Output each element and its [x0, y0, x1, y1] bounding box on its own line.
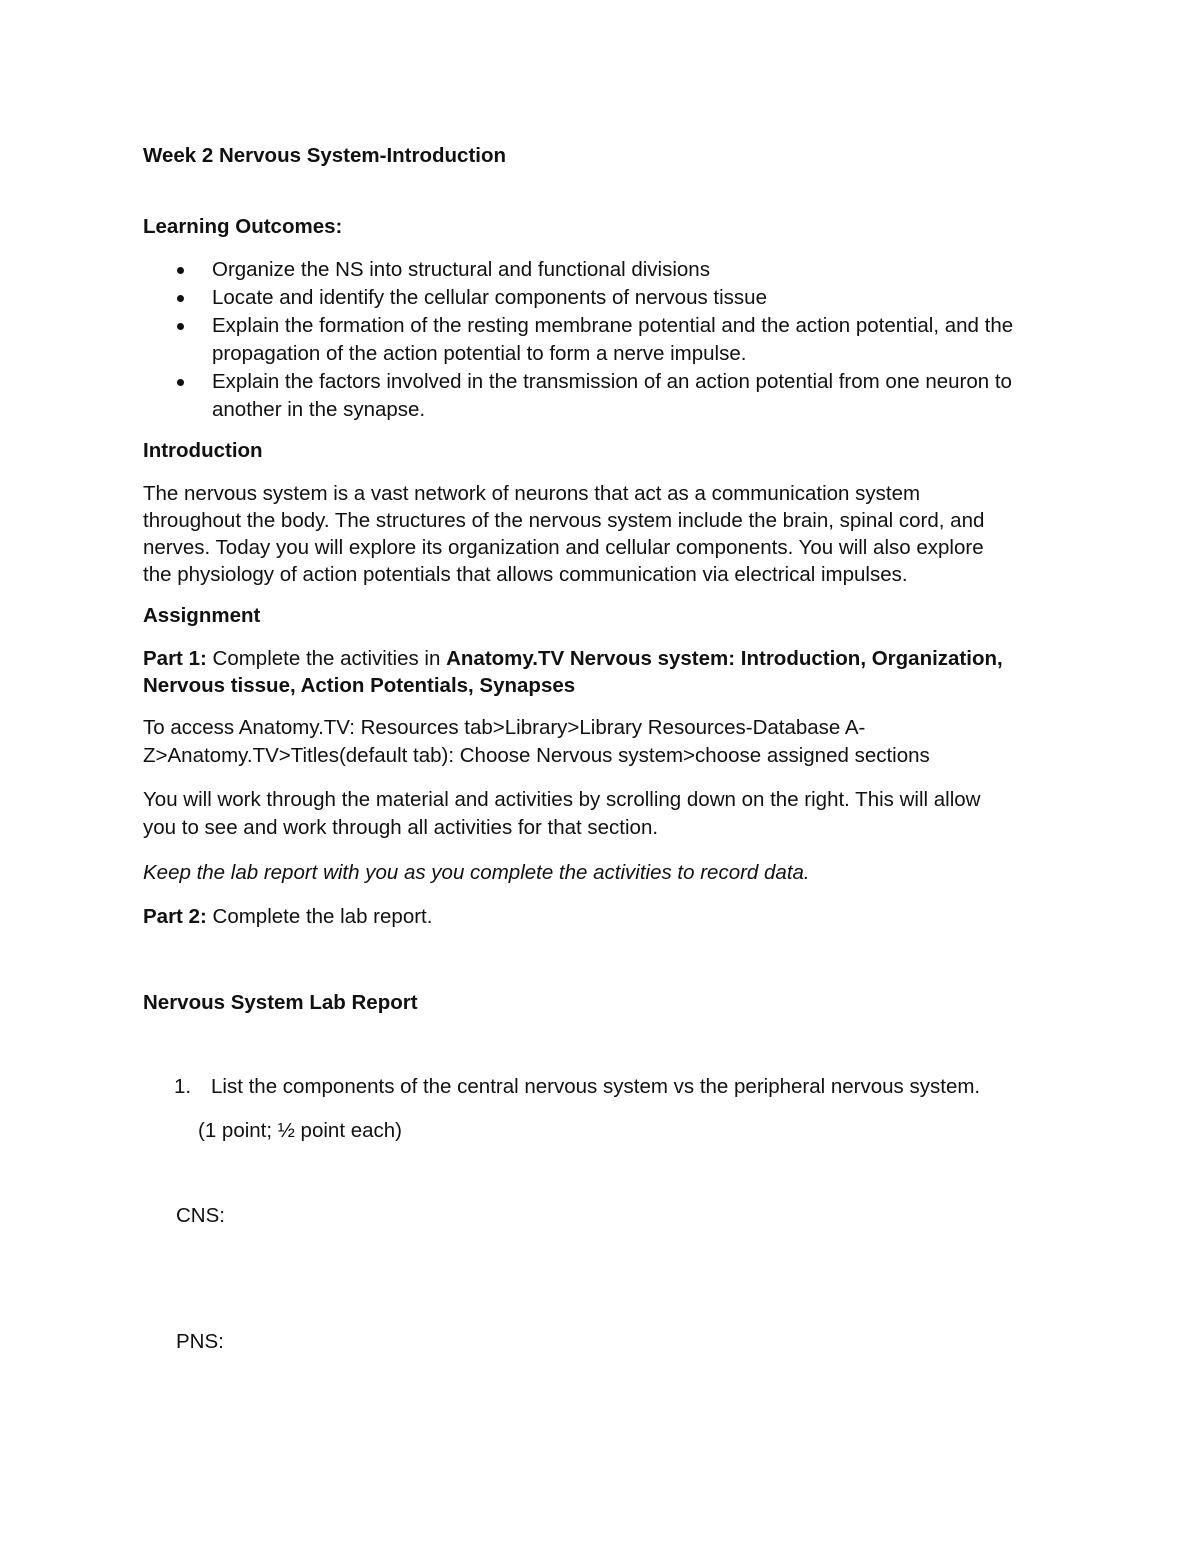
pns-answer-label: PNS: — [176, 1330, 224, 1353]
bullet-icon — [177, 295, 184, 302]
bullet-icon — [177, 323, 184, 330]
assignment-heading: Assignment — [143, 604, 261, 627]
bullet-icon — [177, 379, 184, 386]
list-item-text: Explain the factors involved in the transmission of an action potential from one neuron to — [212, 370, 1012, 393]
part1-instruction — [143, 645, 1003, 672]
introduction-line: throughout the body. The structures of the nervous system include the brain, spinal cord, and — [143, 509, 985, 532]
list-item-text: Explain the formation of the resting membrane potential and the action potential, and the — [212, 314, 1014, 337]
part1-resource-title: Anatomy.TV Nervous system: Introduction, Organization, — [446, 647, 1003, 670]
list-item-text: propagation of the action potential to form a nerve impulse. — [212, 342, 747, 365]
list-item-text: Locate and identify the cellular components of nervous tissue — [212, 286, 767, 309]
document-title: Week 2 Nervous System-Introduction — [143, 144, 507, 167]
bullet-icon — [177, 267, 184, 274]
keep-report-note: Keep the lab report with you as you complete the activities to record data. — [143, 861, 810, 884]
introduction-line: The nervous system is a vast network of neurons that act as a communication system — [143, 482, 921, 505]
part1-resource-title-continued: Nervous tissue, Action Potentials, Synapses — [143, 674, 576, 697]
list-item-text: Organize the NS into structural and functional divisions — [212, 258, 710, 281]
part2-label: Part 2: — [143, 905, 207, 928]
part1-label: Part 1: — [143, 647, 207, 670]
lab-report-heading: Nervous System Lab Report — [143, 991, 418, 1014]
question-points: (1 point; ½ point each) — [198, 1119, 402, 1142]
question-text: List the components of the central nervous system vs the peripheral nervous system. — [211, 1075, 981, 1098]
work-instructions-line: You will work through the material and activities by scrolling down on the right. This will allow — [143, 788, 981, 811]
part1-text: Complete the activities in — [206, 647, 447, 670]
list-item-text: another in the synapse. — [212, 398, 426, 421]
introduction-heading: Introduction — [143, 439, 263, 462]
introduction-line: the physiology of action potentials that allows communication via electrical impulses. — [143, 563, 908, 586]
access-instructions-line: Z>Anatomy.TV>Titles(default tab): Choose Nervous system>choose assigned sections — [143, 744, 930, 767]
learning-outcomes-heading: Learning Outcomes: — [143, 215, 343, 238]
access-instructions-line: To access Anatomy.TV: Resources tab>Library>Library Resources-Database A- — [143, 716, 866, 739]
part2-instruction — [143, 903, 432, 930]
question-number: 1. — [174, 1075, 192, 1098]
work-instructions-line: you to see and work through all activities for that section. — [143, 816, 659, 839]
cns-answer-label: CNS: — [176, 1204, 225, 1227]
part2-text: Complete the lab report. — [206, 905, 433, 928]
introduction-line: nerves. Today you will explore its organization and cellular components. You will also explore — [143, 536, 984, 559]
